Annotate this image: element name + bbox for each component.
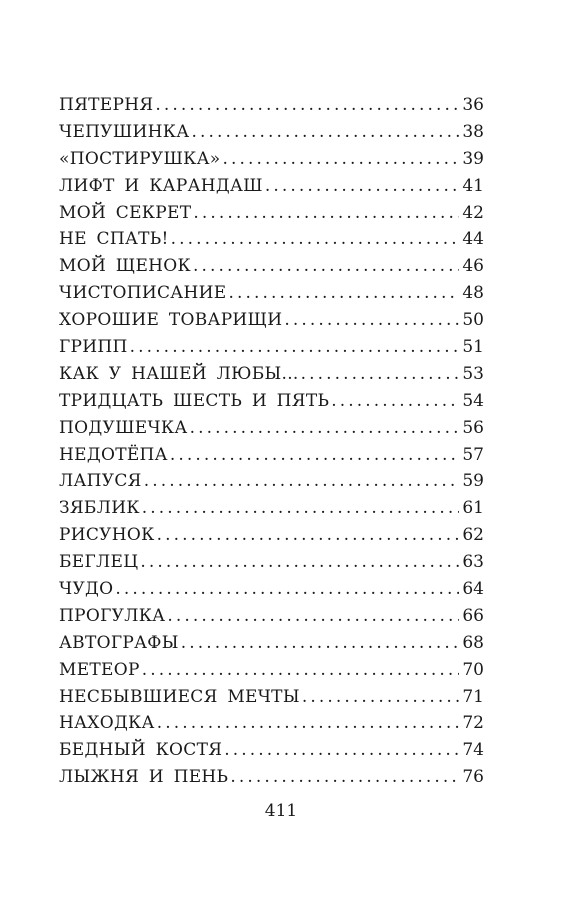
toc-entry-title: ПРОГУЛКА: [59, 605, 166, 626]
dot-leader: [302, 684, 459, 711]
toc-entry-page: 46: [462, 256, 484, 277]
toc-entry-title: КАК У НАШЕЙ ЛЮБЫ...: [59, 363, 299, 384]
toc-entry-page: 72: [462, 713, 484, 734]
toc-entry-title: ЧУДО: [59, 579, 114, 600]
toc-entry-page: 36: [462, 95, 484, 115]
toc-entry-page: 70: [462, 659, 484, 680]
toc-entry-page: 66: [462, 605, 484, 626]
toc-entry-page: 53: [462, 363, 484, 384]
toc-entry-page: 76: [462, 767, 484, 788]
page-number: 411: [264, 801, 298, 821]
dot-leader: [193, 200, 459, 227]
dot-leader: [191, 119, 459, 146]
toc-entry-page: 41: [462, 175, 484, 196]
dot-leader: [155, 92, 459, 119]
dot-leader: [167, 603, 459, 630]
toc-entry-title: ЛИФТ И КАРАНДАШ: [59, 175, 263, 196]
toc-entry: [59, 764, 484, 791]
dot-leader: [181, 630, 459, 657]
toc-entry-page: 63: [462, 552, 484, 573]
dot-leader: [190, 415, 459, 442]
toc-entry-title: ГРИПП: [59, 337, 128, 358]
toc-entry-page: 64: [462, 579, 484, 600]
toc-entry: [59, 522, 484, 549]
toc-entry: [59, 146, 484, 173]
toc-entry-title: «ПОСТИРУШКА»: [59, 148, 221, 169]
dot-leader: [284, 307, 459, 334]
toc-entry-title: МЕТЕОР: [59, 659, 140, 680]
toc-entry-title: ТРИДЦАТЬ ШЕСТЬ И ПЯТЬ: [59, 390, 330, 411]
toc-entry-page: 42: [462, 202, 484, 223]
toc-entry-title: НЕ СПАТЬ!: [59, 229, 169, 250]
toc-entry-title: ЛЫЖНЯ И ПЕНЬ: [59, 767, 229, 788]
toc-entry-title: НЕСБЫВШИЕСЯ МЕЧТЫ: [59, 686, 300, 707]
dot-leader: [130, 334, 459, 361]
toc-entry-title: РИСУНОК: [59, 525, 155, 546]
toc-entry-page: 38: [462, 121, 484, 142]
dot-leader: [228, 280, 459, 307]
toc-entry: [59, 684, 484, 711]
toc-entry-page: 44: [462, 229, 484, 250]
toc-entry: [59, 442, 484, 469]
toc-entry: [59, 173, 484, 200]
toc-entry-page: 50: [462, 310, 484, 331]
toc-entry: [59, 388, 484, 415]
toc-entry: [59, 307, 484, 334]
toc-entry-page: 51: [462, 337, 484, 358]
toc-entry-title: МОЙ СЕКРЕТ: [59, 202, 192, 223]
dot-leader: [140, 549, 459, 576]
dot-leader: [144, 468, 459, 495]
toc-entry-title: НАХОДКА: [59, 713, 155, 734]
toc-entry-page: 71: [462, 686, 484, 707]
toc-entry: [59, 576, 484, 603]
dot-leader: [142, 657, 459, 684]
toc-entry-title: ЧИСТОПИСАНИЕ: [59, 283, 227, 304]
toc-entry-page: 62: [462, 525, 484, 546]
toc-entry-title: МОЙ ЩЕНОК: [59, 256, 192, 277]
dot-leader: [115, 576, 459, 603]
toc-entry: [59, 495, 484, 522]
toc-entry: [59, 119, 484, 146]
dot-leader: [170, 442, 459, 469]
toc-entry-page: 56: [462, 417, 484, 438]
toc-entry-page: 39: [462, 148, 484, 169]
dot-leader: [142, 495, 459, 522]
dot-leader: [301, 361, 459, 388]
dot-leader: [157, 710, 459, 737]
toc-entry-title: ПЯТЕРНЯ: [59, 95, 154, 115]
toc-entry: [59, 415, 484, 442]
toc-entry: [59, 603, 484, 630]
dot-leader: [265, 173, 459, 200]
toc-entry: [59, 334, 484, 361]
toc-entry-page: 48: [462, 283, 484, 304]
toc-entry: [59, 92, 484, 119]
toc-entry-page: 54: [462, 390, 484, 411]
table-of-contents: [59, 92, 484, 791]
toc-entry: [59, 253, 484, 280]
toc-entry-title: ЛАПУСЯ: [59, 471, 142, 492]
toc-entry-page: 74: [462, 740, 484, 761]
toc-entry: [59, 737, 484, 764]
toc-entry: [59, 657, 484, 684]
toc-entry: [59, 280, 484, 307]
toc-entry: [59, 226, 484, 253]
dot-leader: [331, 388, 459, 415]
toc-entry-title: НЕДОТЁПА: [59, 444, 168, 465]
dot-leader: [223, 146, 460, 173]
toc-entry-title: ЧЕПУШИНКА: [59, 121, 190, 142]
toc-entry-title: АВТОГРАФЫ: [59, 632, 179, 653]
dot-leader: [224, 737, 459, 764]
toc-entry: [59, 468, 484, 495]
toc-entry: [59, 200, 484, 227]
toc-entry-title: ХОРОШИЕ ТОВАРИЩИ: [59, 310, 283, 331]
toc-entry-page: 57: [462, 444, 484, 465]
toc-entry-page: 68: [462, 632, 484, 653]
toc-entry: [59, 549, 484, 576]
toc-entry-title: ЗЯБЛИК: [59, 498, 140, 519]
dot-leader: [230, 764, 459, 791]
dot-leader: [193, 253, 459, 280]
toc-entry: [59, 630, 484, 657]
toc-entry: [59, 361, 484, 388]
dot-leader: [171, 226, 459, 253]
toc-entry-title: БЕДНЫЙ КОСТЯ: [59, 740, 223, 761]
toc-entry-page: 59: [462, 471, 484, 492]
dot-leader: [157, 522, 459, 549]
toc-entry-title: БЕГЛЕЦ: [59, 552, 139, 573]
toc-entry: [59, 710, 484, 737]
toc-entry-title: ПОДУШЕЧКА: [59, 417, 188, 438]
toc-entry-page: 61: [462, 498, 484, 519]
